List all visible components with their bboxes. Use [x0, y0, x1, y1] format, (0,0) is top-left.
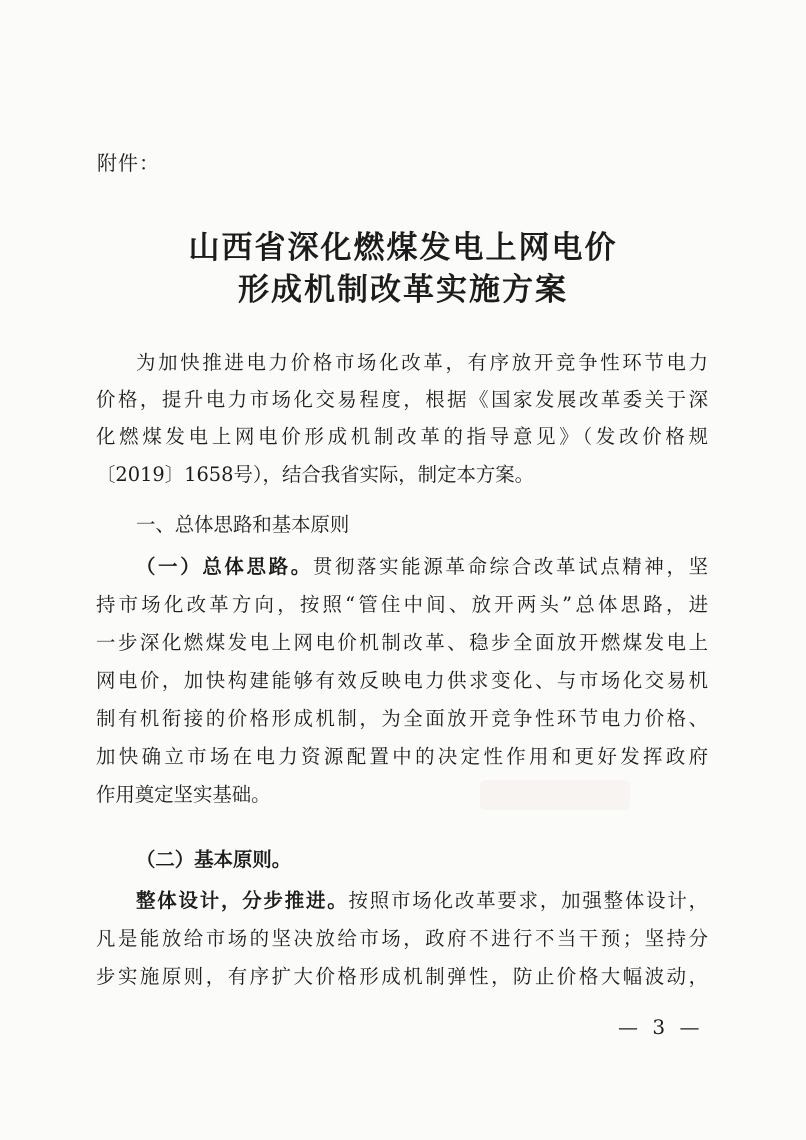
sub1-line: 加快确立市场在电力资源配置中的决定性作用和更好发挥政府 [96, 745, 708, 768]
principle1-label: 整体设计，分步推进。 [136, 889, 349, 912]
principle1-line-1 [96, 882, 708, 920]
page-number: — 3 — [618, 1015, 704, 1039]
faint-stamp-mark [480, 780, 630, 810]
sub1-line-1 [96, 548, 708, 586]
principle1-line: 步实施原则，有序扩大价格形成机制弹性，防止价格大幅波动， [96, 965, 708, 988]
sub1-line: 制有机衔接的价格形成机制，为全面放开竞争性环节电力价格、 [96, 707, 708, 730]
principle1-text: 按照市场化改革要求，加强整体设计， [348, 889, 709, 912]
intro-line: 为加快推进电力价格市场化改革，有序放开竞争性环节电力 [136, 351, 708, 374]
sub1-text: 贯彻落实能源革命综合改革试点精神，坚 [312, 555, 709, 578]
principle1-line: 凡是能放给市场的坚决放给市场，政府不进行不当干预；坚持分 [96, 927, 708, 950]
sub1-line: 持市场化改革方向，按照“管住中间、放开两头”总体思路，进 [96, 593, 708, 616]
sub1-line: 网电价，加快构建能够有效反映电力供求变化、与市场化交易机 [96, 669, 708, 692]
attachment-label: 附件： [97, 151, 160, 175]
sub1-label: （一）总体思路。 [136, 555, 313, 578]
document-title-line-1: 山西省深化燃煤发电上网电价 [188, 230, 618, 266]
intro-line: 〔2019〕1658号），结合我省实际，制定本方案。 [96, 463, 535, 486]
intro-line: 化燃煤发电上网电价形成机制改革的指导意见》（发改价格规 [96, 425, 708, 448]
sub1-line: 一步深化燃煤发电上网电价机制改革、稳步全面放开燃煤发电上 [96, 631, 708, 654]
sub1-line: 作用奠定坚实基础。 [96, 783, 271, 806]
section-heading: 一、总体思路和基本原则 [136, 513, 350, 536]
document-title-line-2: 形成机制改革实施方案 [238, 272, 568, 308]
intro-line: 价格，提升电力市场化交易程度，根据《国家发展改革委关于深 [96, 388, 708, 411]
subsection-heading: （二）基本原则。 [136, 848, 292, 871]
